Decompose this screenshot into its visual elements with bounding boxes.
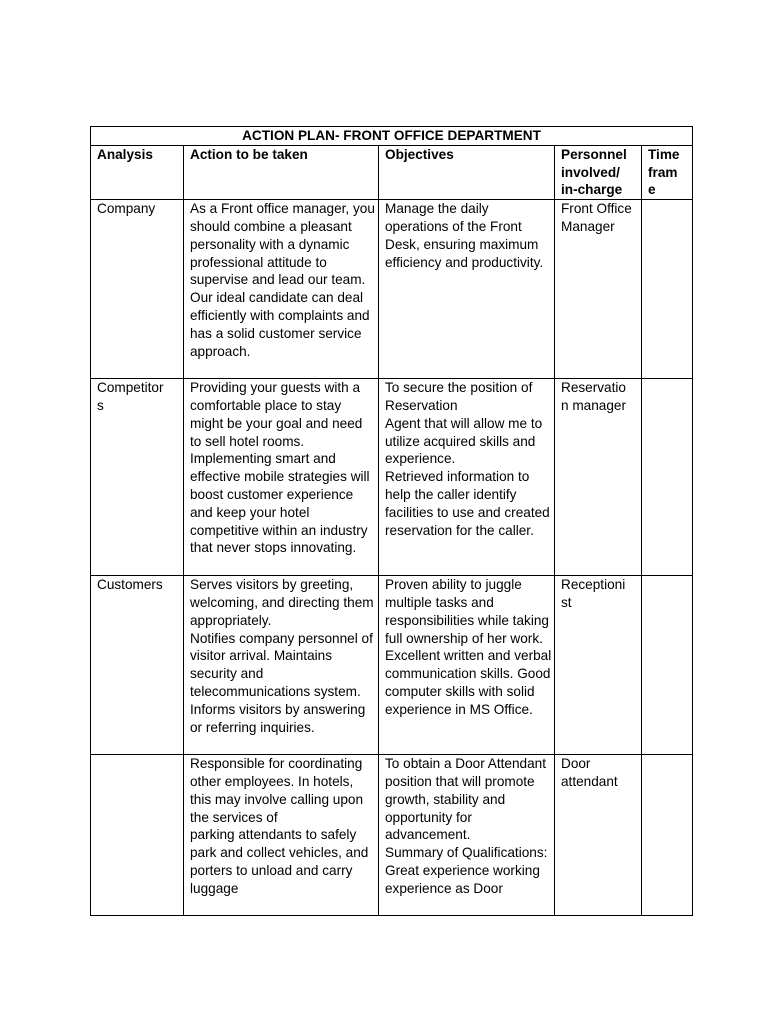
- header-objectives: Objectives: [379, 145, 555, 199]
- header-personnel: Personnel involved/ in-charge: [555, 145, 642, 199]
- cell-analysis: Customers: [91, 576, 184, 755]
- cell-objectives: To obtain a Door Attendant position that will promote growth, stability and opportunity for advancement. Summary of Qualifications: Great experience working experience as Door: [379, 755, 555, 916]
- table-row: [91, 576, 693, 755]
- cell-analysis: [91, 755, 184, 916]
- cell-objectives: Proven ability to juggle multiple tasks and responsibilities while taking full ownership of her work. Excellent written and verbal communication skills. Good computer skills with solid experience in MS Office.: [379, 576, 555, 755]
- cell-personnel: Receptioni st: [555, 576, 642, 755]
- cell-analysis: Competitor s: [91, 379, 184, 576]
- cell-action: Serves visitors by greeting, welcoming, and directing them appropriately. Notifies company personnel of visitor arrival. Maintains security and telecommunications system. Informs visitors by answering or referring inquiries.: [184, 576, 379, 755]
- cell-action: Providing your guests with a comfortable place to stay might be your goal and need to sell hotel rooms. Implementing smart and effective mobile strategies will boost customer experience and keep your hotel competitive within an industry that never stops innovating.: [184, 379, 379, 576]
- action-plan-table: [90, 126, 693, 916]
- table-title: ACTION PLAN- FRONT OFFICE DEPARTMENT: [91, 127, 693, 146]
- cell-personnel: Door attendant: [555, 755, 642, 916]
- cell-personnel: Reservatio n manager: [555, 379, 642, 576]
- table-header-row: [91, 145, 693, 199]
- header-analysis: Analysis: [91, 145, 184, 199]
- cell-personnel: Front Office Manager: [555, 200, 642, 379]
- cell-action: As a Front office manager, you should combine a pleasant personality with a dynamic professional attitude to supervise and lead our team. Our ideal candidate can deal efficiently with complaints and has a solid customer service approach.: [184, 200, 379, 379]
- cell-objectives: To secure the position of Reservation Agent that will allow me to utilize acquired skills and experience. Retrieved information to help the caller identify facilities to use and created reservation for the caller.: [379, 379, 555, 576]
- cell-timeframe: [642, 576, 693, 755]
- cell-analysis: Company: [91, 200, 184, 379]
- cell-action: Responsible for coordinating other employees. In hotels, this may involve calling upon the services of parking attendants to safely park and collect vehicles, and porters to unload and carry luggage: [184, 755, 379, 916]
- cell-objectives: Manage the daily operations of the Front Desk, ensuring maximum efficiency and productivity.: [379, 200, 555, 379]
- cell-timeframe: [642, 200, 693, 379]
- header-timeframe: Time fram e: [642, 145, 693, 199]
- table-title-row: [91, 127, 693, 146]
- table-row: [91, 200, 693, 379]
- cell-timeframe: [642, 379, 693, 576]
- cell-timeframe: [642, 755, 693, 916]
- table-row: [91, 755, 693, 916]
- table-row: [91, 379, 693, 576]
- header-action: Action to be taken: [184, 145, 379, 199]
